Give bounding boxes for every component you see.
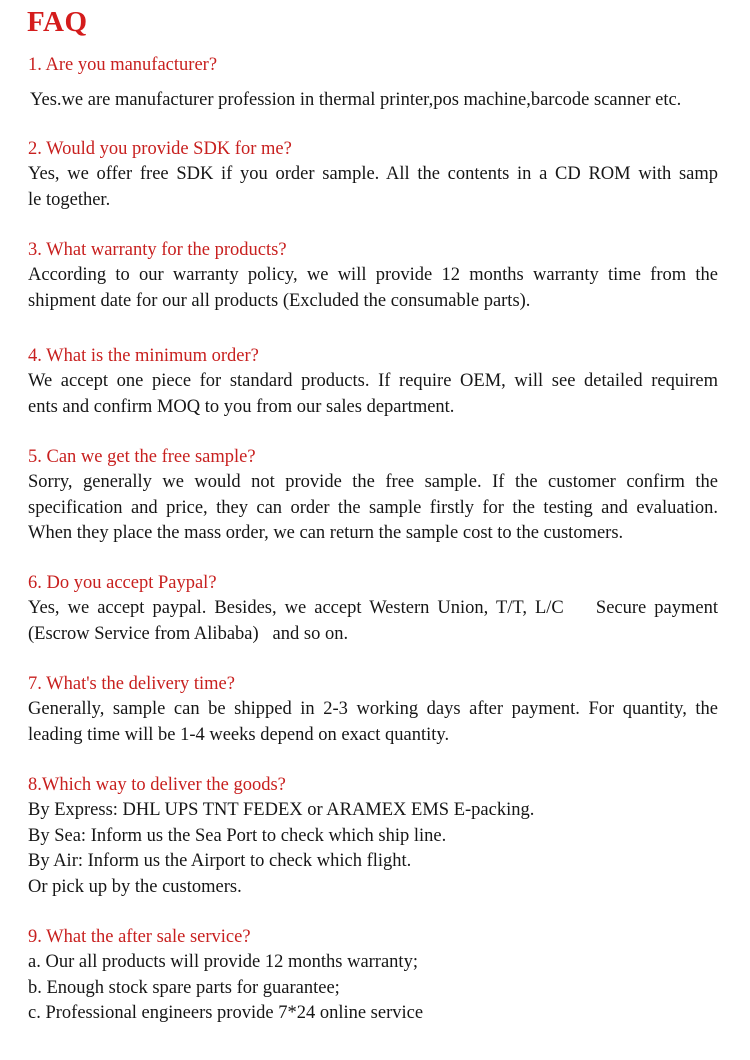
- answer-line: le together.: [28, 189, 111, 210]
- faq-item-7: [28, 672, 718, 748]
- answer-line: Yes.we are manufacturer profession in thermal printer,pos machine,barcode scanner etc.: [30, 90, 682, 110]
- faq-question: 3. What warranty for the products?: [28, 240, 287, 260]
- faq-answer: [28, 798, 718, 900]
- answer-line: b. Enough stock spare parts for guarantee;: [28, 977, 340, 998]
- faq-answer: [28, 162, 718, 213]
- faq-answer: [28, 697, 718, 748]
- answer-line: specification and price, they can order the sample firstly for the testing and evaluation.: [28, 497, 718, 518]
- answer-line: Yes, we accept paypal. Besides, we accept Western Union, T/T, L/C Secure payment: [28, 598, 718, 618]
- answer-line: a. Our all products will provide 12 months warranty;: [28, 952, 418, 972]
- faq-answer: [28, 470, 718, 547]
- faq-question: 6. Do you accept Paypal?: [28, 573, 217, 593]
- answer-line: (Escrow Service from Alibaba) and so on.: [28, 623, 349, 644]
- faq-item-4: [28, 344, 718, 420]
- faq-item-5: [28, 445, 718, 547]
- page-title: FAQ: [27, 6, 88, 38]
- answer-line: ents and confirm MOQ to you from our sales department.: [28, 396, 455, 417]
- answer-line: Or pick up by the customers.: [28, 876, 242, 897]
- faq-item-3: [28, 238, 718, 314]
- answer-line: By Air: Inform us the Airport to check which flight.: [28, 851, 412, 871]
- answer-line: c. Professional engineers provide 7*24 online service: [28, 1003, 424, 1023]
- faq-item-1: [28, 53, 718, 114]
- faq-question: 7. What's the delivery time?: [28, 674, 235, 694]
- faq-answer: [28, 88, 718, 114]
- faq-answer: [28, 369, 718, 420]
- answer-line: leading time will be 1-4 weeks depend on exact quantity.: [28, 724, 450, 745]
- faq-answer: [28, 263, 718, 314]
- answer-line: Sorry, generally we would not provide the free sample. If the customer confirm the: [28, 472, 718, 492]
- faq-question: 2. Would you provide SDK for me?: [28, 139, 292, 159]
- faq-answer: [28, 950, 718, 1027]
- faq-item-6: [28, 571, 718, 647]
- faq-item-2: [28, 137, 718, 213]
- answer-line: Generally, sample can be shipped in 2-3 working days after payment. For quantity, the: [28, 699, 718, 719]
- answer-line: When they place the mass order, we can return the sample cost to the customers.: [28, 523, 624, 543]
- answer-line: We accept one piece for standard products. If require OEM, will see detailed requirem: [28, 371, 718, 391]
- faq-question: 9. What the after sale service?: [28, 927, 251, 947]
- faq-item-9: [28, 925, 718, 1027]
- answer-line: Yes, we offer free SDK if you order sample. All the contents in a CD ROM with samp: [28, 164, 718, 184]
- answer-line: shipment date for our all products (Excluded the consumable parts).: [28, 290, 531, 311]
- answer-line: According to our warranty policy, we will provide 12 months warranty time from the: [28, 265, 718, 285]
- faq-question: 4. What is the minimum order?: [28, 346, 259, 366]
- faq-answer: [28, 596, 718, 647]
- answer-line: By Sea: Inform us the Sea Port to check which ship line.: [28, 825, 447, 846]
- faq-question: 1. Are you manufacturer?: [28, 55, 218, 75]
- faq-question: 8.Which way to deliver the goods?: [28, 775, 286, 795]
- faq-item-8: [28, 773, 718, 900]
- answer-line: By Express: DHL UPS TNT FEDEX or ARAMEX EMS E-packing.: [28, 800, 535, 820]
- faq-question: 5. Can we get the free sample?: [28, 447, 256, 467]
